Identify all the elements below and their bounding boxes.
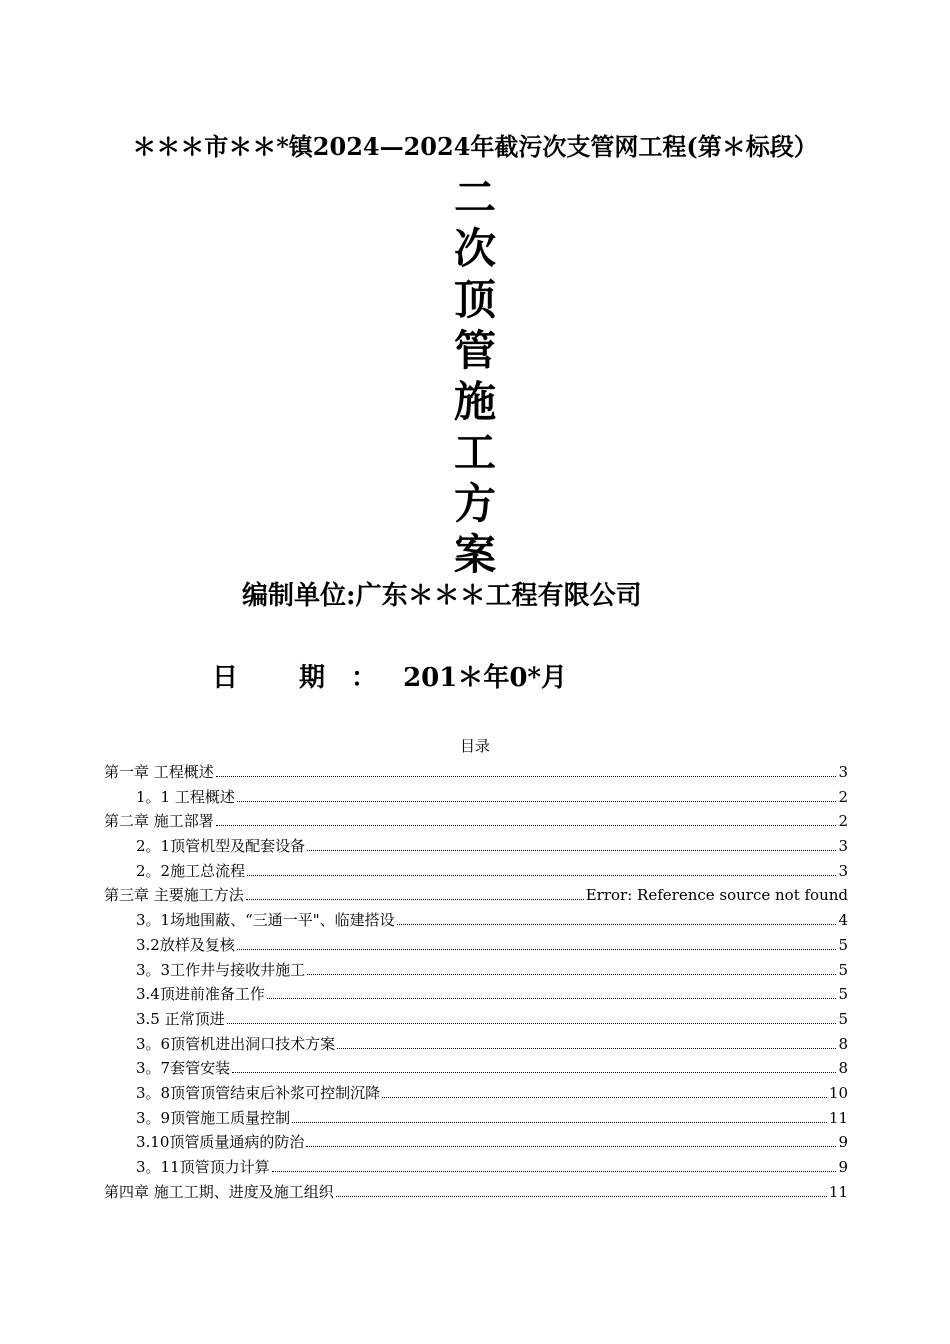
toc-entry[interactable]: [104, 1107, 848, 1132]
toc-dot-leader: [246, 899, 584, 900]
toc-entry[interactable]: [104, 761, 848, 786]
main-title-char: 施: [453, 377, 496, 426]
toc-entry-text: 3。3工作井与接收井施工: [136, 960, 306, 979]
toc-entry-text: 1。1 工程概述: [136, 787, 235, 806]
toc-entry-page: 5: [838, 960, 848, 979]
toc-entry-page: 4: [838, 911, 848, 930]
main-title-char: 工: [453, 428, 496, 477]
toc-entry-text: 3。11顶管顶力计算: [136, 1158, 270, 1176]
main-title-char: 二: [453, 173, 496, 222]
toc-dot-leader: [216, 825, 837, 826]
toc-entry[interactable]: [104, 1057, 848, 1082]
toc-entry[interactable]: [104, 983, 848, 1008]
toc-entry-page: 2: [838, 812, 848, 831]
toc-dot-leader: [232, 1072, 836, 1073]
organization-line: 编制单位:广东＊＊＊工程有限公司: [242, 581, 642, 611]
toc-dot-leader: [307, 974, 836, 975]
toc-entry[interactable]: [104, 1156, 848, 1181]
toc-dot-leader: [306, 1146, 836, 1147]
toc-entry-page: 8: [838, 1034, 848, 1053]
toc-entry[interactable]: [104, 810, 848, 835]
toc-entry-page: 5: [838, 985, 848, 1004]
toc-entry-text: 2。1顶管机型及配套设备: [136, 837, 306, 856]
toc-entry-page: 3: [838, 837, 848, 856]
toc-entry-text: 3.4顶进前准备工作: [136, 985, 265, 1004]
toc-entry-text: 3。8顶管顶管结束后补浆可控制沉降: [136, 1083, 381, 1102]
toc-dot-leader: [382, 1097, 827, 1098]
toc-dot-leader: [247, 875, 836, 876]
toc-entry-text: 3。9顶管施工质量控制: [136, 1108, 291, 1127]
toc-entry-page: 8: [838, 1059, 848, 1078]
toc-entry[interactable]: [104, 1008, 848, 1033]
toc-dot-leader: [237, 801, 837, 802]
main-title-char: 案: [453, 530, 496, 579]
toc-dot-leader: [397, 924, 837, 925]
toc-entry-page: 3: [838, 861, 848, 880]
main-title-char: 顶: [453, 275, 496, 324]
toc-dot-leader: [216, 776, 837, 777]
toc-entry[interactable]: [104, 909, 848, 934]
toc-entry-text: 3.10顶管质量通病的防治: [136, 1133, 305, 1152]
toc-dot-leader: [272, 1171, 837, 1172]
toc-entry-page: 5: [838, 935, 848, 954]
toc-dot-leader: [336, 1196, 827, 1197]
toc-entry[interactable]: [104, 1033, 848, 1058]
toc-entry[interactable]: [104, 1082, 848, 1107]
toc-entry-text: 3。6顶管机进出洞口技术方案: [136, 1034, 336, 1053]
main-title-char: 次: [453, 224, 496, 273]
toc-entry[interactable]: [104, 786, 848, 811]
toc-entry-page: 9: [838, 1158, 848, 1176]
table-of-contents: [104, 761, 848, 1205]
date-line: [212, 660, 567, 696]
toc-entry-text: 3。7套管安装: [136, 1059, 231, 1078]
toc-dot-leader: [227, 1023, 837, 1024]
toc-entry-text: 3.5 正常顶进: [136, 1009, 225, 1028]
toc-entry-text: 3.2放样及复核: [136, 935, 235, 954]
main-title: [425, 172, 525, 580]
toc-entry-page: 10: [828, 1083, 848, 1102]
toc-entry-page: 3: [838, 763, 848, 781]
toc-entry-text: 第四章 施工工期、进度及施工组织: [104, 1182, 334, 1201]
toc-entry-text: 3。1场地围蔽、“三通一平"、临建搭设: [136, 911, 395, 930]
toc-entry-page: 11: [828, 1108, 848, 1127]
toc-entry[interactable]: [104, 934, 848, 959]
toc-entry-page: Error: Reference source not found: [585, 886, 848, 905]
date-value: 201＊年0*月: [403, 663, 568, 693]
toc-entry-page: 11: [828, 1182, 848, 1201]
main-title-char: 管: [453, 326, 496, 375]
toc-entry-text: 第三章 主要施工方法: [104, 886, 244, 905]
toc-dot-leader: [267, 998, 837, 999]
toc-entry[interactable]: [104, 1131, 848, 1156]
toc-entry-page: 2: [838, 787, 848, 806]
toc-entry-page: 5: [838, 1009, 848, 1028]
toc-dot-leader: [292, 1122, 827, 1123]
toc-entry-text: 第一章 工程概述: [104, 763, 214, 781]
toc-entry[interactable]: [104, 884, 848, 909]
toc-entry[interactable]: [104, 1181, 848, 1206]
toc-dot-leader: [337, 1048, 836, 1049]
toc-entry-page: 9: [838, 1133, 848, 1152]
toc-entry[interactable]: [104, 835, 848, 860]
toc-entry[interactable]: [104, 860, 848, 885]
main-title-char: 方: [453, 479, 496, 528]
toc-heading: 目录: [459, 737, 490, 755]
date-label: 日 期：: [212, 663, 404, 693]
toc-dot-leader: [307, 850, 836, 851]
toc-entry[interactable]: [104, 959, 848, 984]
toc-entry-text: 2。2施工总流程: [136, 861, 246, 880]
project-title: ＊＊＊市＊＊*镇2024—2024年截污次支管网工程(第＊标段）: [132, 132, 818, 161]
toc-dot-leader: [237, 949, 837, 950]
toc-entry-text: 第二章 施工部署: [104, 812, 214, 831]
